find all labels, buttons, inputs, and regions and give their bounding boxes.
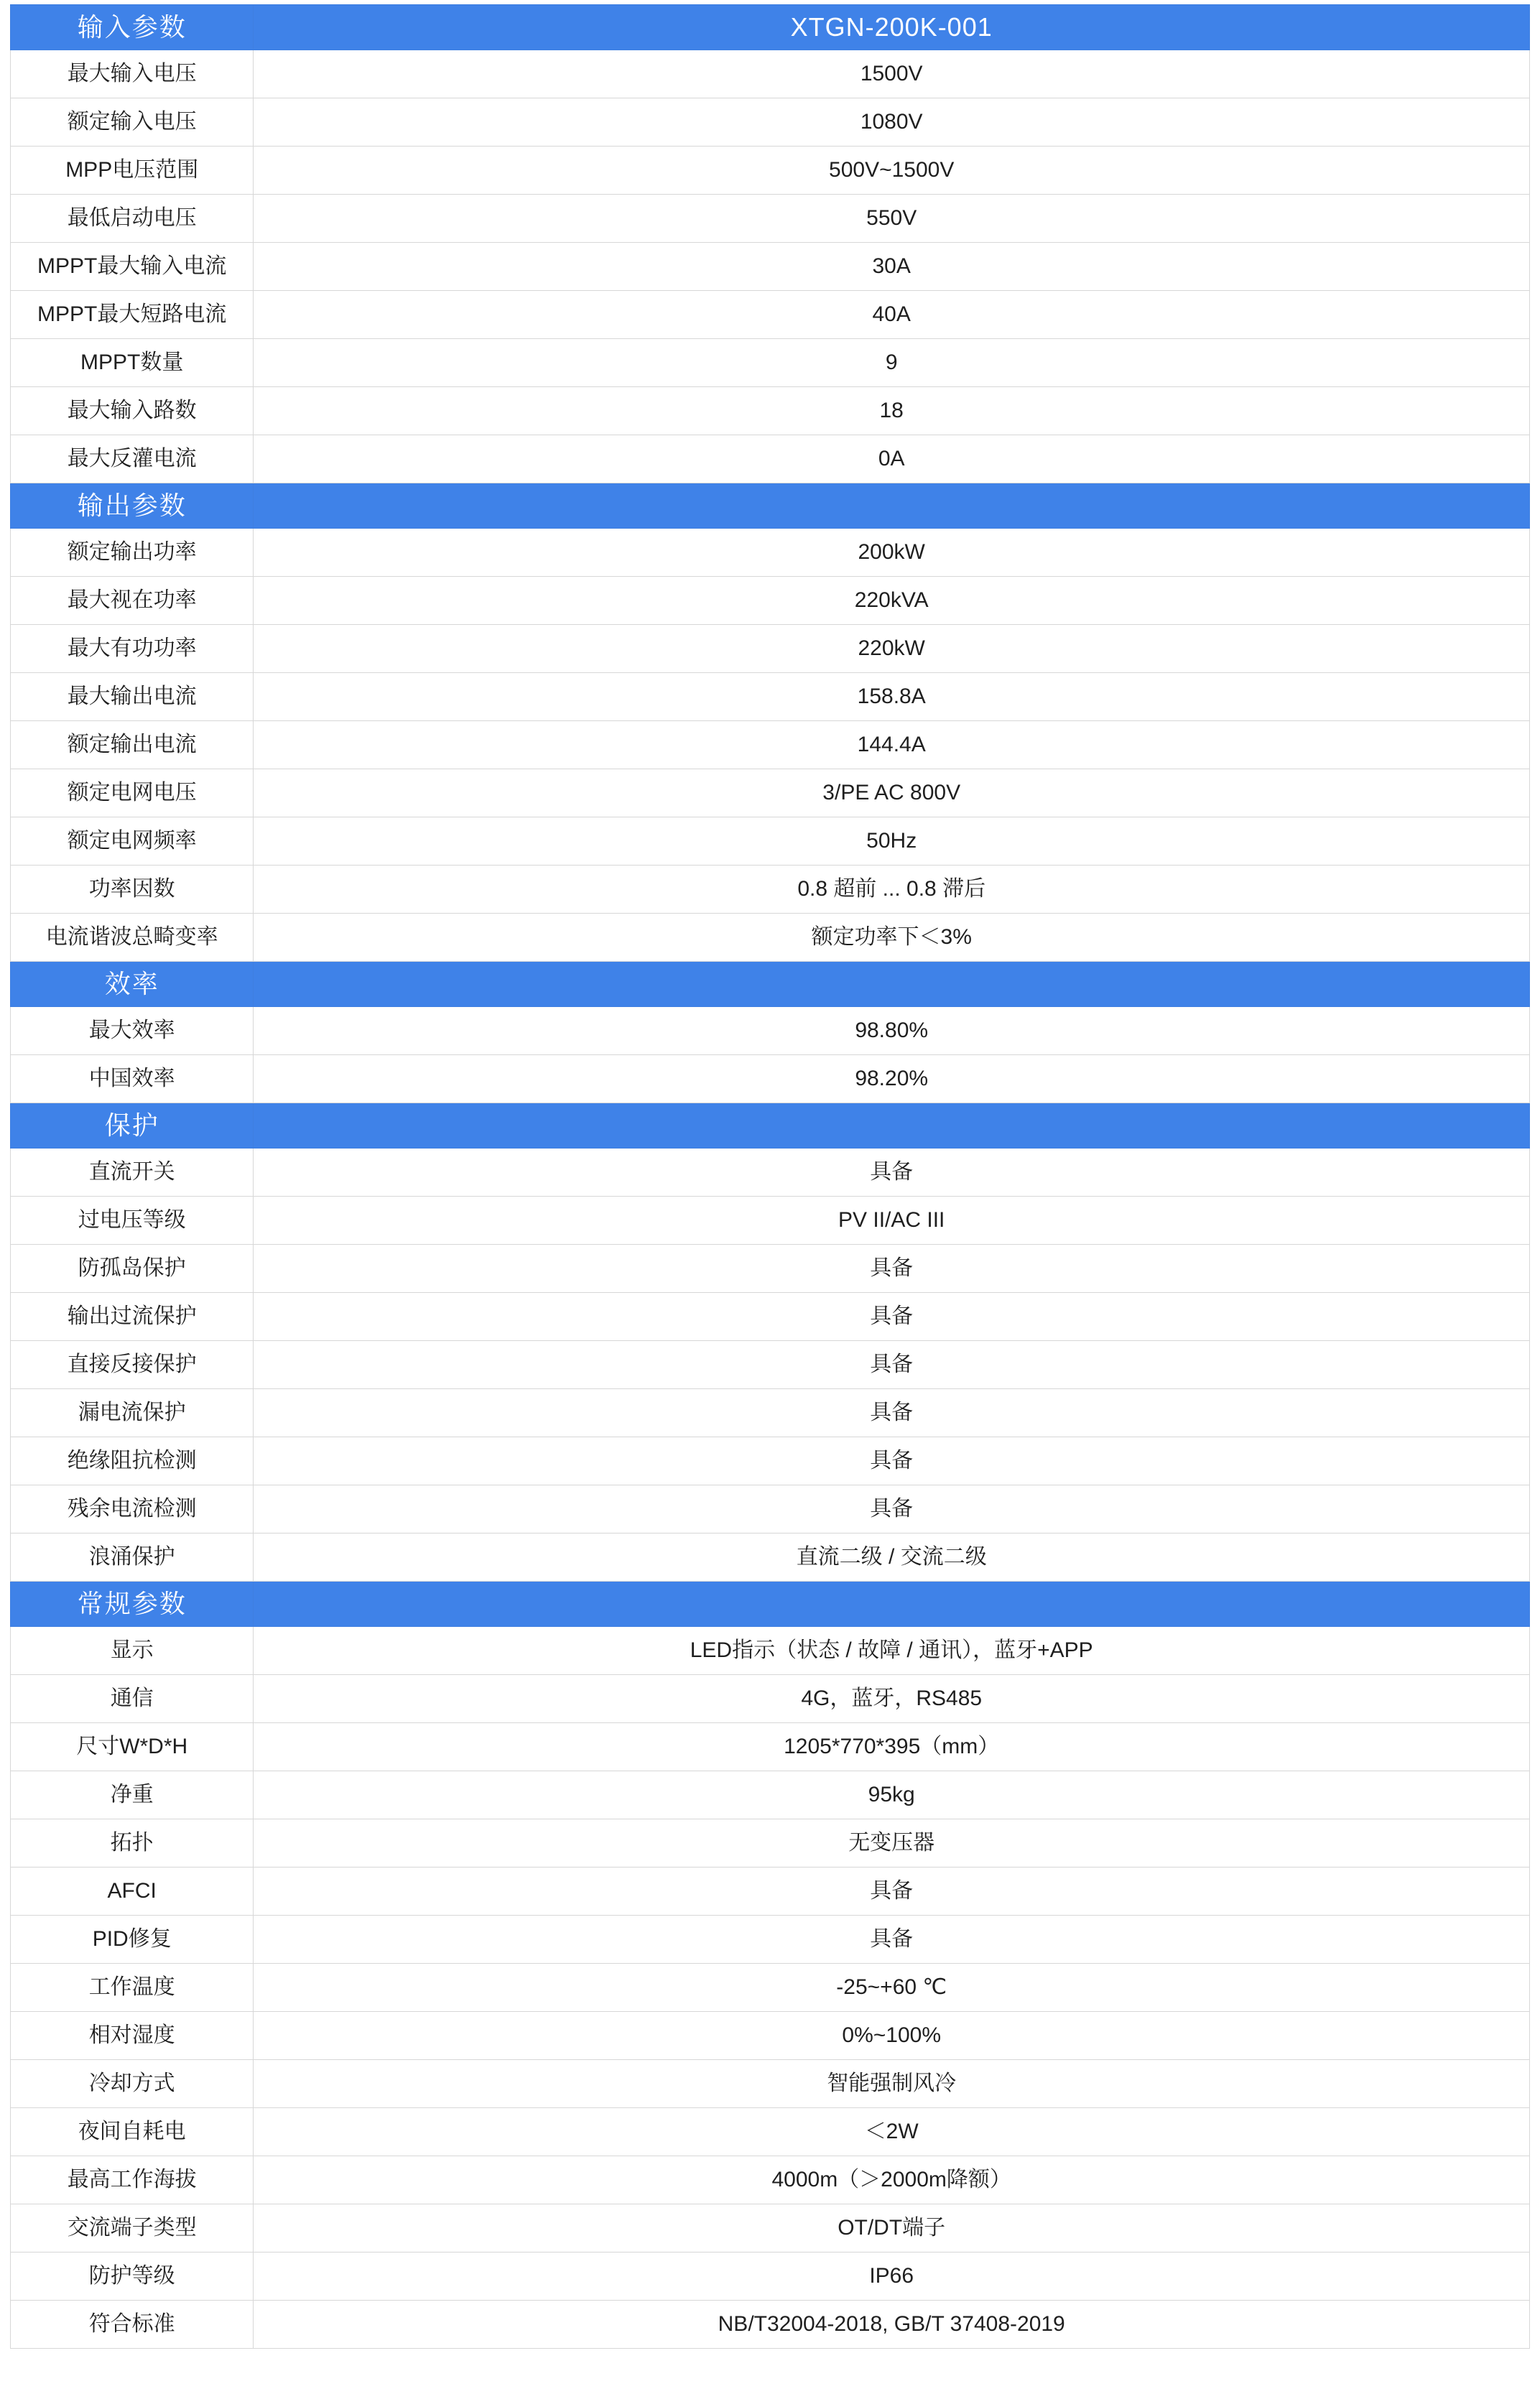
spec-value-cell [254,1964,1530,2012]
table-row [11,1197,1530,1245]
table-row [11,2253,1530,2301]
table-row [11,387,1530,435]
table-row [11,1868,1530,1916]
spec-label-text: MPPT数量 [80,351,184,374]
section-header-label [11,1103,254,1149]
spec-label-cell [11,1771,254,1819]
spec-value-cell [254,2253,1530,2301]
section-header-value-text [254,483,1529,528]
spec-label-cell [11,1389,254,1437]
spec-label-text: 拓扑 [110,1831,154,1855]
spec-value-cell [254,577,1530,625]
spec-label-text: 符合标准 [88,2312,175,2336]
spec-label-text: MPP电压范围 [65,158,199,182]
spec-value-text: -25~+60 ℃ [836,1975,947,1999]
spec-label-text: 夜间自耗电 [78,2120,186,2143]
spec-value-cell [254,291,1530,339]
table-row [11,2108,1530,2156]
table-row [11,243,1530,291]
spec-label-cell [11,529,254,577]
spec-label-text: 过电压等级 [78,1208,186,1232]
spec-label-text: MPPT最大输入电流 [37,254,227,278]
spec-value-cell [254,1675,1530,1723]
spec-value-cell [254,243,1530,291]
spec-label-cell [11,2301,254,2349]
spec-value-cell [254,1245,1530,1293]
spec-label-cell [11,1916,254,1964]
spec-value-text: 直流二级 / 交流二级 [796,1545,987,1569]
spec-value-cell [254,2060,1530,2108]
table-row [11,1341,1530,1389]
spec-label-text: 额定输出电流 [67,733,197,756]
spec-value-text: 4G，蓝牙，RS485 [801,1687,983,1710]
section-header-value [254,483,1530,529]
spec-label-cell [11,2060,254,2108]
spec-label-text: 最大输出电流 [67,685,197,708]
table-row [11,98,1530,147]
table-row [11,866,1530,914]
spec-value-text: 220kW [858,636,925,660]
table-row [11,1771,1530,1819]
spec-value-cell [254,721,1530,769]
spec-label-cell [11,98,254,147]
spec-value-cell [254,1197,1530,1245]
spec-label-text: MPPT最大短路电流 [37,302,227,326]
spec-value-text: 98.80% [855,1019,929,1042]
section-header-label [11,483,254,529]
section-header-label [11,5,254,50]
spec-label-text: 直流开关 [88,1160,175,1184]
table-row [11,1007,1530,1055]
spec-label-cell [11,2156,254,2204]
spec-value-text: 具备 [870,1449,914,1472]
spec-value-text: ＜2W [864,2120,919,2143]
spec-label-cell [11,866,254,914]
table-row [11,529,1530,577]
spec-label-text: 最低启动电压 [67,206,197,230]
spec-label-cell [11,339,254,387]
spec-label-cell [11,1149,254,1197]
table-row [11,2301,1530,2349]
spec-value-text: 200kW [858,540,925,564]
spec-value-text: 具备 [870,1256,914,1280]
spec-label-text: 浪涌保护 [88,1545,175,1569]
spec-label-cell [11,1437,254,1485]
spec-label-text: PID修复 [92,1927,172,1951]
spec-label-text: 额定电网电压 [67,781,197,804]
spec-label-cell [11,50,254,98]
spec-value-cell [254,98,1530,147]
spec-value-cell [254,1055,1530,1103]
spec-label-cell [11,435,254,483]
spec-value-cell [254,147,1530,195]
spec-value-text: 具备 [870,1497,914,1521]
table-row [11,50,1530,98]
spec-value-cell [254,1007,1530,1055]
spec-label-cell [11,1534,254,1582]
spec-value-text: 智能强制风冷 [827,2071,957,2095]
spec-value-text: 具备 [870,1401,914,1424]
spec-value-cell [254,195,1530,243]
table-row [11,1389,1530,1437]
table-row [11,2204,1530,2253]
spec-value-cell [254,1149,1530,1197]
spec-table-body [11,5,1530,2349]
spec-value-text: 1080V [860,110,923,134]
spec-label-text: 功率因数 [88,877,175,901]
spec-value-cell [254,1389,1530,1437]
table-row [11,914,1530,962]
spec-label-text: 净重 [110,1783,154,1806]
spec-label-cell [11,195,254,243]
spec-value-text: LED指示（状态 / 故障 / 通讯），蓝牙+APP [690,1638,1093,1662]
table-row [11,1485,1530,1534]
spec-value-text: 具备 [870,1927,914,1951]
spec-label-text: AFCI [107,1879,157,1903]
spec-label-cell [11,1819,254,1868]
section-header-label-text: 输入参数 [77,12,187,42]
spec-label-text: 工作温度 [88,1975,175,1999]
spec-label-cell [11,1341,254,1389]
section-header-label-text: 保护 [104,1110,159,1141]
spec-value-cell [254,529,1530,577]
spec-label-text: 通信 [110,1687,154,1710]
spec-value-cell [254,1916,1530,1964]
table-row [11,1964,1530,2012]
spec-label-cell [11,1723,254,1771]
spec-label-cell [11,721,254,769]
spec-value-cell [254,1627,1530,1675]
spec-label-text: 额定电网频率 [67,829,197,853]
table-row [11,291,1530,339]
section-header-value-text [254,1103,1529,1148]
spec-value-text: 158.8A [857,685,926,708]
spec-value-text: 500V~1500V [829,158,955,182]
spec-label-text: 最大输入路数 [67,399,197,422]
spec-label-cell [11,769,254,817]
spec-label-cell [11,291,254,339]
spec-label-text: 交流端子类型 [67,2216,197,2240]
spec-value-text: 具备 [870,1160,914,1184]
spec-label-text: 最大效率 [88,1019,175,1042]
spec-label-text: 残余电流检测 [67,1497,197,1521]
spec-value-text: 3/PE AC 800V [822,781,961,804]
table-row [11,1916,1530,1964]
spec-label-cell [11,243,254,291]
spec-label-cell [11,387,254,435]
spec-value-text: 无变压器 [848,1831,935,1855]
spec-value-text: 144.4A [857,733,926,756]
spec-value-text: 9 [885,351,898,374]
spec-value-cell [254,2204,1530,2253]
section-header-value-text [254,962,1529,1006]
spec-label-text: 防孤岛保护 [78,1256,186,1280]
spec-value-text: 额定功率下＜3% [811,925,972,949]
section-header-label-text: 效率 [104,969,159,999]
table-row [11,625,1530,673]
spec-label-cell [11,1627,254,1675]
table-row [11,2060,1530,2108]
spec-value-text: 550V [866,206,917,230]
section-header-value [254,1582,1530,1627]
spec-label-cell [11,673,254,721]
spec-value-text: 30A [872,254,911,278]
spec-label-cell [11,1245,254,1293]
spec-label-cell [11,1007,254,1055]
spec-value-text: 0%~100% [842,2023,941,2047]
spec-value-cell [254,673,1530,721]
spec-value-text: 1500V [860,62,923,85]
table-row [11,673,1530,721]
spec-value-cell [254,1293,1530,1341]
table-row [11,817,1530,866]
table-row [11,147,1530,195]
table-row [11,2012,1530,2060]
spec-value-cell [254,2156,1530,2204]
spec-value-cell [254,1534,1530,1582]
table-row [11,1675,1530,1723]
table-row [11,721,1530,769]
spec-value-text: 220kVA [854,588,929,612]
table-row [11,1055,1530,1103]
spec-value-cell [254,1485,1530,1534]
table-row [11,1149,1530,1197]
section-header-value [254,1103,1530,1149]
spec-value-cell [254,914,1530,962]
section-header-value-text: XTGN-200K-001 [790,12,993,42]
spec-value-text: 具备 [870,1353,914,1376]
table-row [11,769,1530,817]
spec-label-text: 最大有功功率 [67,636,197,660]
spec-label-text: 防护等级 [88,2264,175,2288]
spec-label-cell [11,1293,254,1341]
spec-value-text: 40A [872,302,911,326]
spec-value-cell [254,769,1530,817]
spec-label-cell [11,2204,254,2253]
spec-label-cell [11,1964,254,2012]
table-row [11,1437,1530,1485]
spec-value-text: 95kg [868,1783,915,1806]
table-row [11,195,1530,243]
spec-value-text: 具备 [870,1879,914,1903]
spec-value-text: OT/DT端子 [838,2216,946,2240]
section-header-value-text [254,1582,1529,1626]
spec-label-text: 输出过流保护 [67,1304,197,1328]
spec-label-cell [11,2108,254,2156]
spec-value-text: 18 [879,399,904,422]
section-header-row [11,1582,1530,1627]
spec-value-text: 50Hz [866,829,917,853]
spec-label-cell [11,577,254,625]
spec-label-text: 最高工作海拔 [67,2168,197,2191]
table-row [11,2156,1530,2204]
section-header-row [11,1103,1530,1149]
spec-value-text: PV II/AC III [838,1208,945,1232]
spec-label-cell [11,817,254,866]
spec-label-cell [11,1485,254,1534]
spec-value-text: 1205*770*395（mm） [784,1735,1000,1758]
spec-value-cell [254,1771,1530,1819]
spec-value-text: 0.8 超前 ... 0.8 滞后 [797,877,986,901]
spec-label-text: 最大反灌电流 [67,447,197,470]
spec-value-cell [254,1437,1530,1485]
spec-value-cell [254,2012,1530,2060]
spec-label-cell [11,2253,254,2301]
spec-label-text: 额定输出功率 [67,540,197,564]
table-row [11,1534,1530,1582]
table-row [11,1819,1530,1868]
spec-label-cell [11,914,254,962]
spec-value-cell [254,1819,1530,1868]
spec-value-cell [254,817,1530,866]
section-header-label-text: 输出参数 [77,491,187,521]
spec-label-text: 额定输入电压 [67,110,197,134]
spec-label-cell [11,625,254,673]
spec-value-cell [254,339,1530,387]
spec-value-cell [254,387,1530,435]
table-row [11,1245,1530,1293]
specification-table [10,4,1530,2349]
spec-label-cell [11,2012,254,2060]
spec-label-text: 显示 [110,1638,154,1662]
spec-label-text: 绝缘阻抗检测 [67,1449,197,1472]
spec-value-text: 98.20% [855,1067,929,1090]
spec-value-text: NB/T32004-2018, GB/T 37408-2019 [718,2312,1065,2336]
spec-label-cell [11,1197,254,1245]
spec-label-text: 冷却方式 [88,2071,175,2095]
spec-value-cell [254,866,1530,914]
spec-label-cell [11,147,254,195]
table-row [11,1293,1530,1341]
spec-label-cell [11,1868,254,1916]
spec-value-text: 4000m（＞2000m降额） [771,2168,1011,2191]
section-header-label [11,962,254,1007]
spec-value-cell [254,2301,1530,2349]
spec-label-text: 电流谐波总畸变率 [45,925,218,949]
spec-label-text: 最大视在功率 [67,588,197,612]
section-header-row [11,962,1530,1007]
spec-label-text: 直接反接保护 [67,1353,197,1376]
section-header-value [254,962,1530,1007]
table-row [11,1723,1530,1771]
spec-label-text: 中国效率 [88,1067,175,1090]
spec-value-cell [254,50,1530,98]
spec-value-cell [254,625,1530,673]
table-row [11,1627,1530,1675]
spec-value-cell [254,435,1530,483]
section-header-value [254,5,1530,50]
spec-value-text: IP66 [869,2264,914,2288]
spec-label-text: 漏电流保护 [78,1401,186,1424]
section-header-row [11,5,1530,50]
section-header-row [11,483,1530,529]
section-header-label-text: 常规参数 [77,1589,187,1619]
spec-value-text: 0A [878,447,905,470]
spec-label-text: 相对湿度 [88,2023,175,2047]
spec-value-cell [254,1341,1530,1389]
spec-label-cell [11,1055,254,1103]
spec-label-text: 尺寸W*D*H [76,1735,188,1758]
spec-value-cell [254,2108,1530,2156]
spec-label-text: 最大输入电压 [67,62,197,85]
spec-value-cell [254,1868,1530,1916]
spec-label-cell [11,1675,254,1723]
table-row [11,339,1530,387]
table-row [11,435,1530,483]
spec-value-text: 具备 [870,1304,914,1328]
section-header-label [11,1582,254,1627]
table-row [11,577,1530,625]
spec-value-cell [254,1723,1530,1771]
